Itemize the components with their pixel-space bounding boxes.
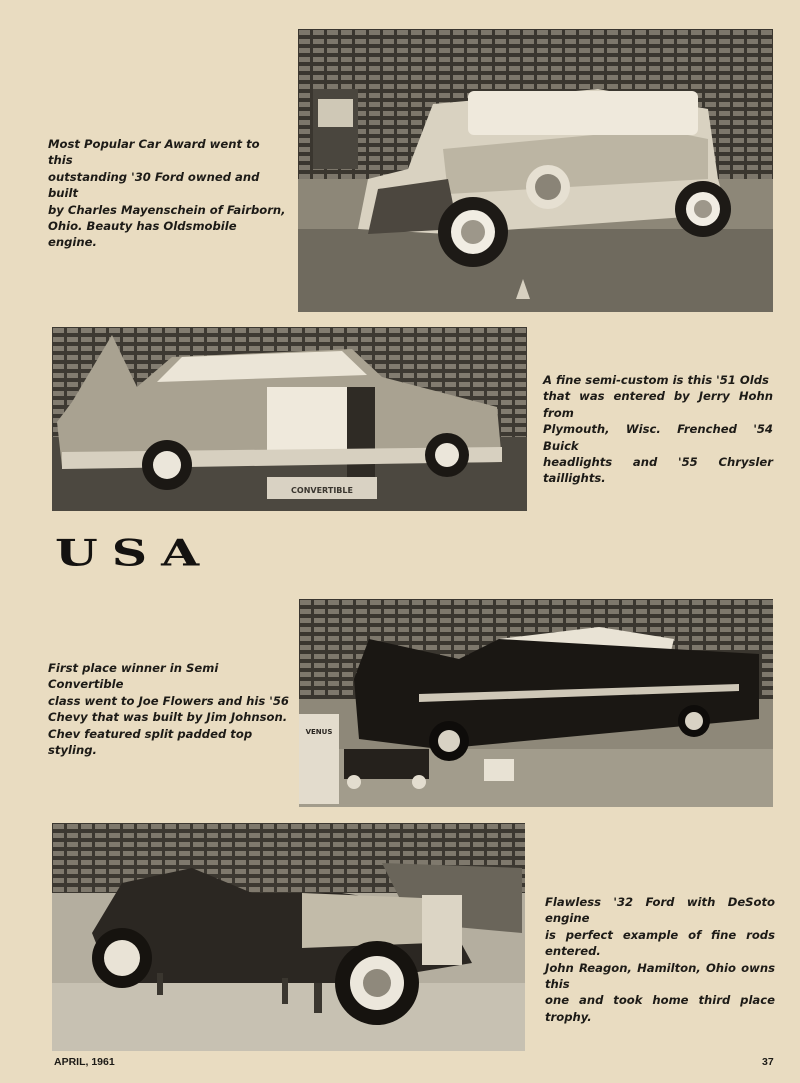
page-number: 37	[762, 1056, 774, 1068]
photo-ford-30	[298, 29, 773, 312]
caption-ford-32: Flawless '32 Ford with DeSoto engine is perfect example of fine rods entered. John Reagon, Hamilton, Ohio owns this one and took home third place trophy.	[545, 895, 775, 1024]
caption-ford-30: Most Popular Car Award went to this outstanding '30 Ford owned and built by Charles Mayenschein of Fairborn, Ohio. Beauty has Oldsmobile engine.	[48, 137, 286, 250]
footer-date: APRIL, 1961	[54, 1056, 115, 1068]
photo-olds-51	[52, 327, 527, 511]
sign-venus: VENUS	[305, 728, 333, 736]
photo-ford-32	[52, 823, 525, 1051]
caption-olds-51: A fine semi-custom is this '51 Olds that was entered by Jerry Hohn from Plymouth, Wisc. Frenched '54 Buick headlights and '55 Chrysler taillights.	[543, 373, 773, 486]
photo-chevy-56	[299, 599, 773, 807]
sign-convertible: CONVERTIBLE	[291, 486, 353, 495]
headline-usa: USA	[55, 531, 214, 575]
caption-chevy-56: First place winner in Semi Convertible class went to Joe Flowers and his '56 Chevy that was built by Jim Johnson. Chev featured split padded top styling.	[48, 661, 289, 758]
